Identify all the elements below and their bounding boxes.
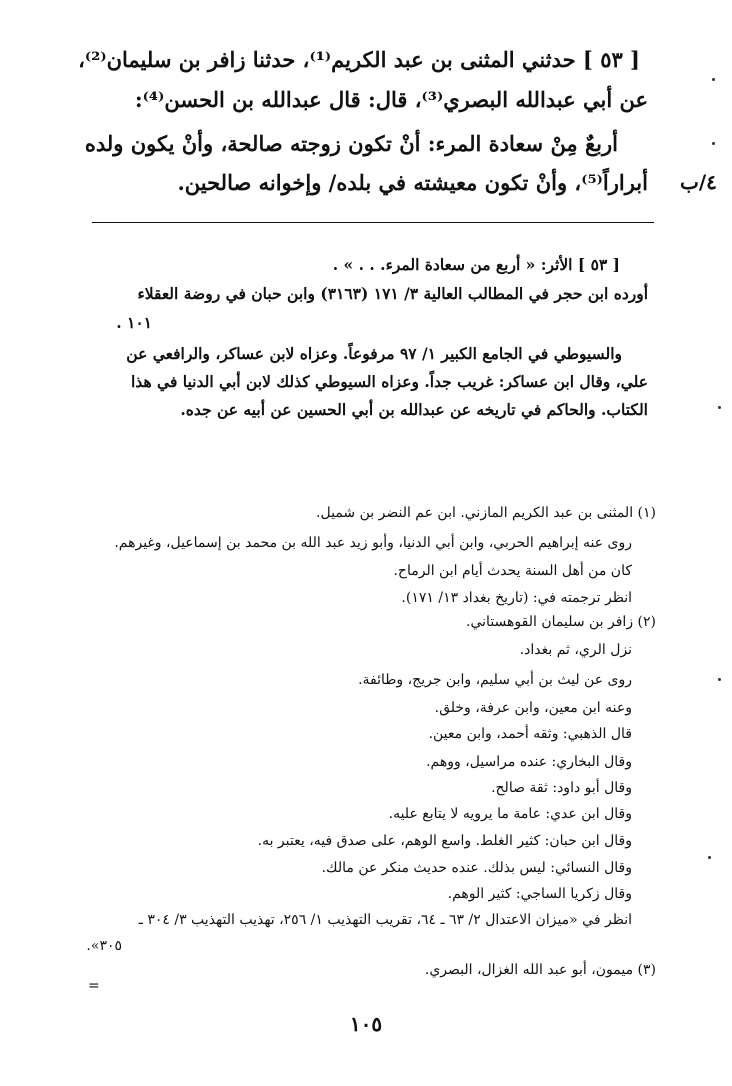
footnote-line: روى عنه إبراهيم الحربي، وابن أبي الدنيا، وأبو زيد عبد الله بن محمد بن إسماعيل، وغيرهم. (114, 535, 632, 551)
commentary-line-4: والسيوطي في الجامع الكبير ١/ ٩٧ مرفوعاً. وعزاه لابن عساكر، والرافعي عن (126, 344, 622, 363)
commentary-line-3: ١٠١ . (116, 313, 152, 332)
hadith-line-2: عن أبي عبدالله البصري⁽³⁾، قال: قال عبدالله بن الحسن⁽⁴⁾: (134, 87, 648, 112)
scan-speck (712, 142, 715, 145)
footnote-line: وعنه ابن معين، وابن عرفة، وخلق. (434, 700, 632, 716)
manuscript-folio-ref: ٤/ب (680, 170, 717, 194)
footnote-line: نزل الري، ثم بغداد. (519, 642, 632, 658)
page-number: ١٠٥ (349, 1012, 383, 1036)
footnote-3-heading: (٣) ميمون، أبو عبد الله الغزال، البصري. (424, 962, 656, 978)
scan-speck (718, 678, 721, 681)
footnote-line: وقال البخاري: عنده مراسيل، ووهم. (426, 754, 632, 770)
hadith-line-1: [ ٥٣ ] حدثني المثنى بن عبد الكريم⁽¹⁾، حدثنا زافر بن سليمان⁽²⁾، (78, 47, 640, 72)
commentary-line-2: أورده ابن حجر في المطالب العالية ٣/ ١٧١ (٣١٦٣) وابن حبان في روضة العقلاء (137, 284, 648, 303)
footnote-line: كان من أهل السنة يحدث أيام ابن الرماح. (393, 563, 632, 579)
scan-speck (708, 856, 711, 859)
footnote-line: قال الذهبي: وثقه أحمد، وابن معين. (428, 726, 632, 742)
footnote-line: انظر في «ميزان الاعتدال ٢/ ٦٣ ـ ٦٤، تقريب التهذيب ١/ ٢٥٦، تهذيب التهذيب ٣/ ٣٠٤ ـ (138, 912, 632, 928)
hadith-line-3: أربعٌ مِنْ سعادة المرء: أنْ تكون زوجته صالحة، وأنْ يكون ولده (84, 131, 618, 156)
footnote-1-heading: (١) المثنى بن عبد الكريم المازني. ابن عم النضر بن شميل. (316, 505, 656, 521)
hadith-line-4: أبراراً⁽⁵⁾، وأنْ تكون معيشته في بلده/ وإخوانه صالحين. (177, 170, 648, 195)
commentary-line-1: [ ٥٣ ] الأثر: « أربع من سعادة المرء. . . » . (332, 255, 620, 274)
footnote-line: انظر ترجمته في: (تاريخ بغداد ١٣/ ١٧١). (401, 590, 632, 606)
footnote-line: وقال أبو داود: ثقة صالح. (491, 780, 632, 796)
commentary-line-6: الكتاب. والحاكم في تاريخه عن عبدالله بن أبي الحسين عن أبيه عن جده. (180, 400, 648, 419)
section-divider (92, 222, 654, 223)
footnote-line: ٣٠٥». (86, 938, 122, 954)
scan-speck (718, 406, 721, 409)
scan-speck (712, 78, 715, 81)
footnote-2-heading: (٢) زافر بن سليمان القوهستاني. (466, 614, 656, 630)
edge-mark: = (88, 978, 100, 994)
footnote-line: وقال ابن عدي: عامة ما يرويه لا يتابع عليه. (388, 806, 632, 822)
footnote-line: روى عن ليث بن أبي سليم، وابن جريج، وطائفة. (358, 672, 632, 688)
footnote-line: وقال النسائي: ليس بذلك. عنده حديث منكر عن مالك. (321, 860, 632, 876)
footnote-line: وقال زكريا الساجي: كثير الوهم. (447, 886, 632, 902)
commentary-line-5: علي، وقال ابن عساكر: غريب جداً. وعزاه السيوطي كذلك لابن أبي الدنيا في هذا (131, 372, 648, 391)
footnote-line: وقال ابن حبان: كثير الغلط. واسع الوهم، على صدق فيه، يعتبر به. (257, 833, 632, 849)
